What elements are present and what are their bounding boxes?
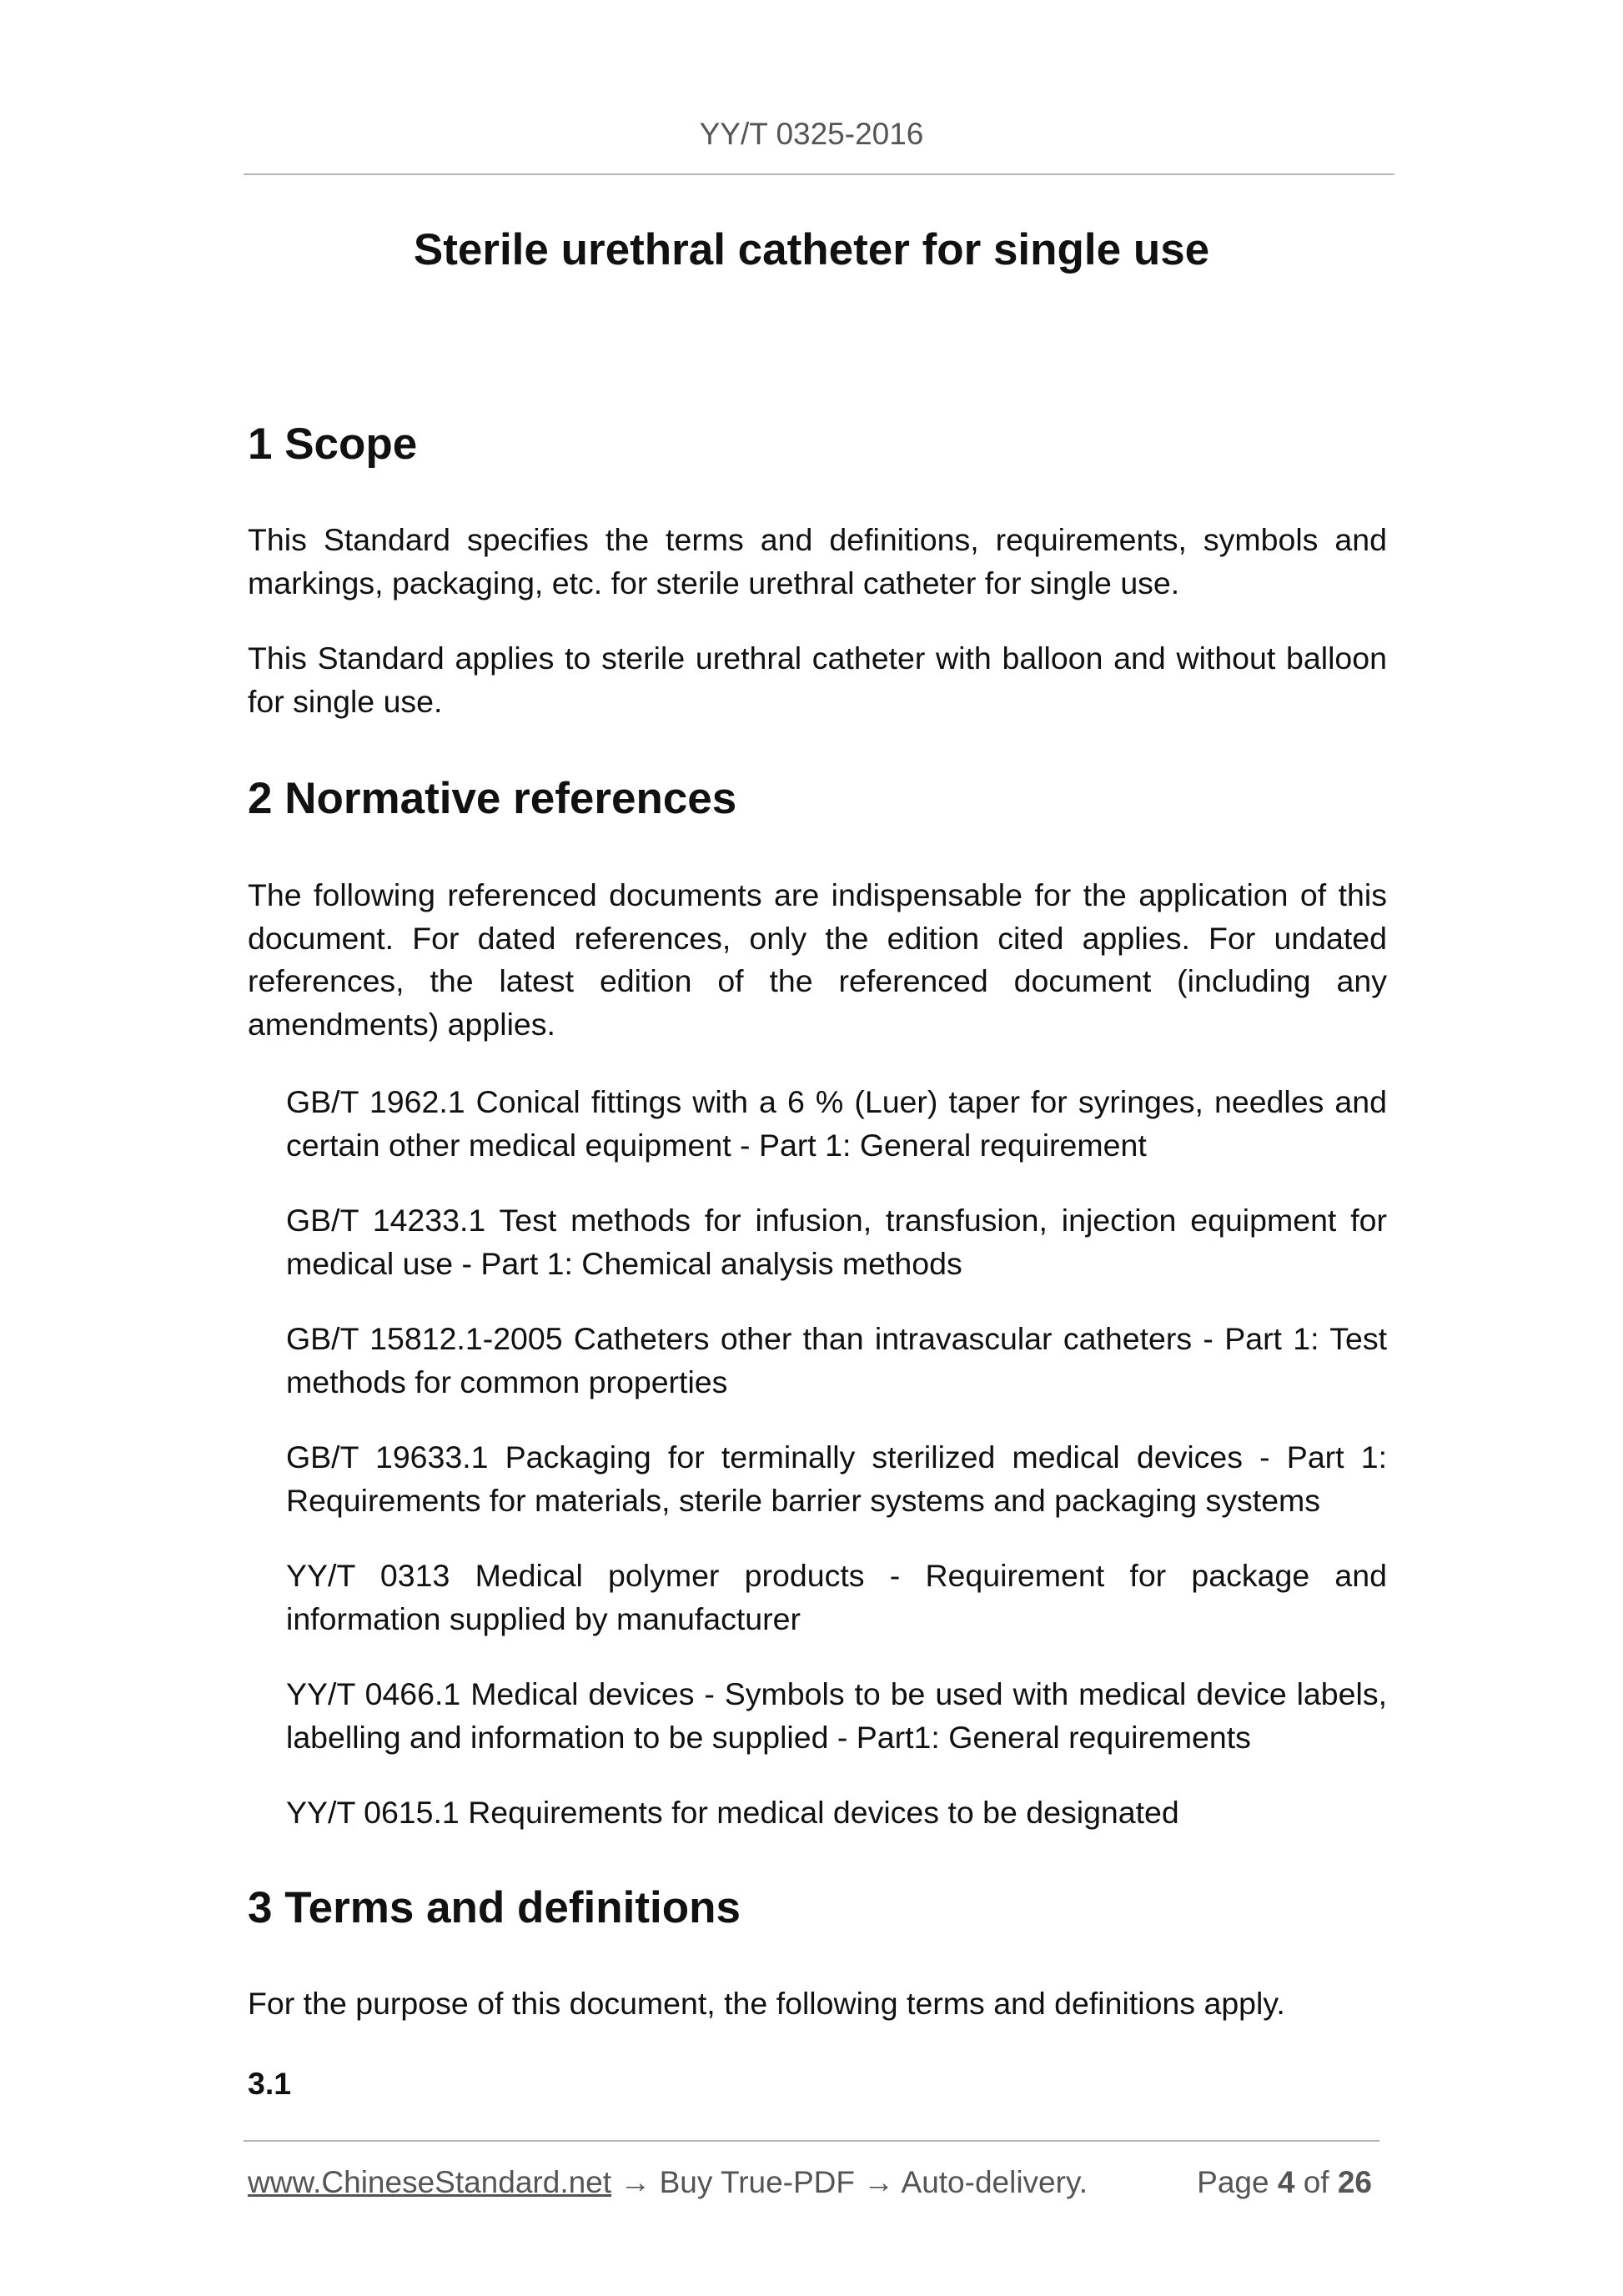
footer-promo	[248, 2162, 1088, 2203]
reference-item: GB/T 15812.1-2005 Catheters other than intravascular catheters - Part 1: Test methods for common properties	[286, 1321, 1387, 1399]
standard-code-header: YY/T 0325-2016	[699, 117, 924, 151]
website-link[interactable]: www.ChineseStandard.net	[248, 2165, 612, 2199]
terms-definitions-intro: For the purpose of this document, the following terms and definitions apply.	[248, 1986, 1285, 2021]
footer-promo-text: → Buy True-PDF → Auto-delivery.	[611, 2165, 1088, 2199]
normative-references-intro: The following referenced documents are indispensable for the application of this document. For dated references, only the edition cited applies. For undated references, the latest edition of the referenced document (including any amendments) applies.	[248, 877, 1387, 1042]
page-footer	[248, 2162, 1382, 2203]
scope-paragraph-1: This Standard specifies the terms and definitions, requirements, symbols and markings, packaging, etc. for sterile urethral catheter for single use.	[248, 522, 1387, 600]
page-label: Page	[1197, 2165, 1269, 2199]
reference-item: YY/T 0466.1 Medical devices - Symbols to be used with medical device labels, labelling and information to be supplied - Part1: General requirements	[286, 1676, 1387, 1755]
page-indicator	[1197, 2162, 1372, 2203]
reference-item: GB/T 14233.1 Test methods for infusion, transfusion, injection equipment for medical use - Part 1: Chemical analysis methods	[286, 1203, 1387, 1281]
section-heading-terms-definitions: 3 Terms and definitions	[248, 1883, 741, 1932]
header-divider	[244, 173, 1394, 175]
reference-item: YY/T 0313 Medical polymer products - Requirement for package and information supplied by manufacturer	[286, 1558, 1387, 1636]
section-heading-scope: 1 Scope	[248, 420, 418, 469]
page-of-label: of	[1303, 2165, 1329, 2199]
reference-item: YY/T 0615.1 Requirements for medical devices to be designated	[286, 1795, 1179, 1830]
reference-item: GB/T 1962.1 Conical fittings with a 6 % (Luer) taper for syringes, needles and certain other medical equipment - Part 1: General requirement	[286, 1084, 1387, 1163]
footer-divider	[244, 2140, 1379, 2142]
term-number: 3.1	[248, 2066, 292, 2101]
scope-paragraph-2: This Standard applies to sterile urethral catheter with balloon and without balloon for single use.	[248, 641, 1387, 719]
document-title: Sterile urethral catheter for single use	[413, 225, 1210, 274]
page-current: 4	[1277, 2165, 1295, 2199]
page-total: 26	[1337, 2165, 1372, 2199]
section-heading-normative-references: 2 Normative references	[248, 774, 737, 823]
reference-item: GB/T 19633.1 Packaging for terminally sterilized medical devices - Part 1: Requirements for materials, sterile barrier systems and packaging systems	[286, 1439, 1387, 1518]
